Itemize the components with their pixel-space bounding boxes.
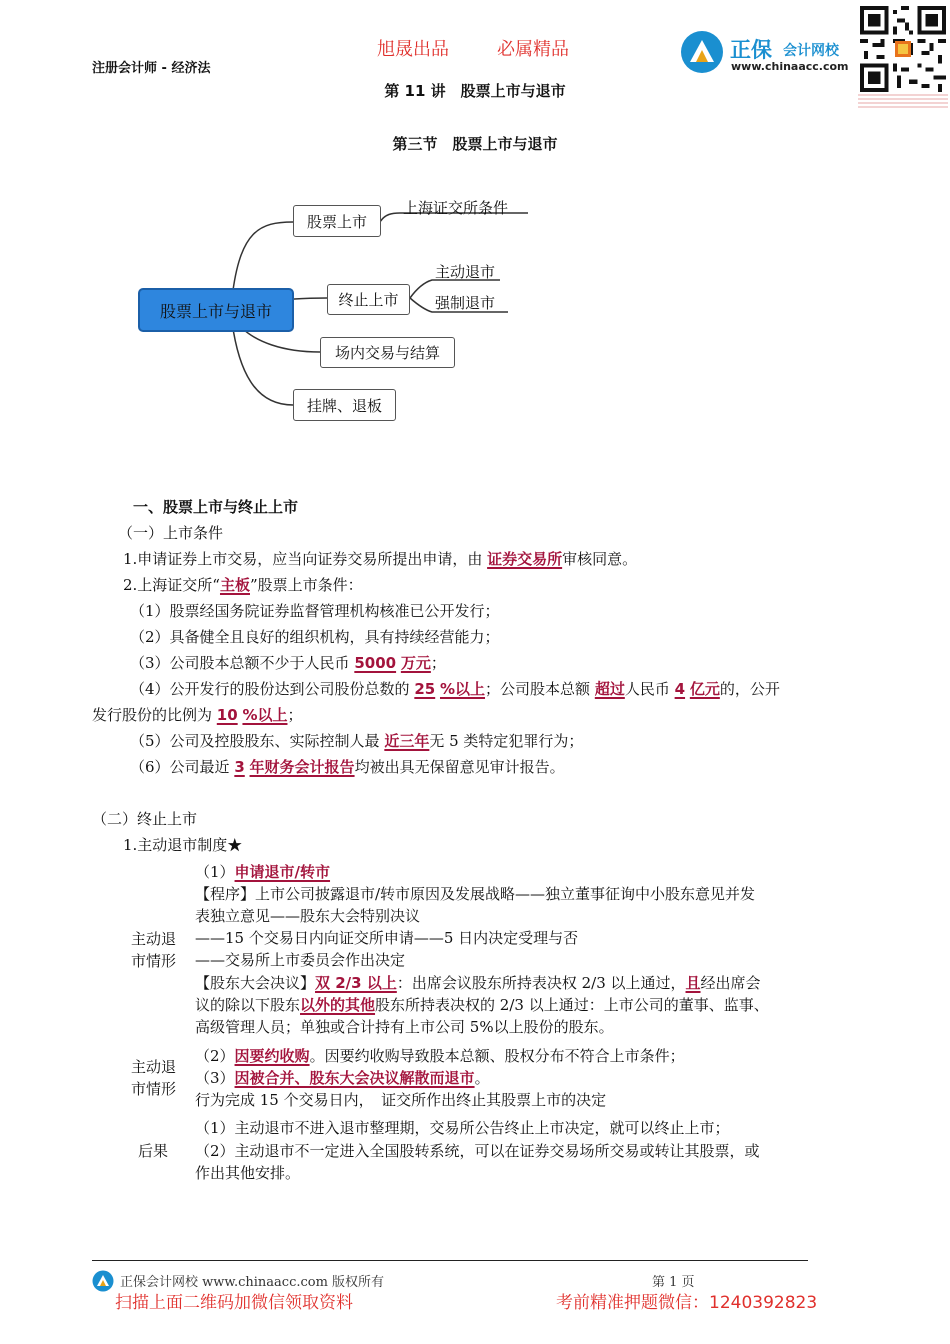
mindmap-node-board: 挂牌、退板 bbox=[293, 389, 396, 421]
side-label-active-1: 主动退 市情形 bbox=[131, 930, 177, 970]
cond-4: （4）公开发行的股份达到公司股份总数的 25 %以上；公司股本总额 超过人民币 4 亿元的，公开 bbox=[130, 680, 780, 698]
mindmap-node-listing: 股票上市 bbox=[293, 205, 381, 237]
mindmap-leaf-active: 主动退市 bbox=[435, 263, 496, 281]
logo-url: www.chinaacc.com bbox=[731, 60, 849, 73]
brand-left-label: 旭晟出品 bbox=[377, 39, 449, 60]
case1-procedure-3: ——15 个交易日内向证交所申请——5 日内决定受理与否 bbox=[195, 929, 579, 947]
mindmap-leaf-shanghai: 上海证交所条件 bbox=[403, 199, 509, 217]
case2-line: （2）因要约收购。因要约收购导致股本总额、股权分布不符合上市条件； bbox=[195, 1047, 685, 1065]
case3-line: （3）因被合并、股东大会决议解散而退市。 bbox=[195, 1069, 490, 1087]
footer-page-number: 第 1 页 bbox=[652, 1275, 695, 1290]
cond-5: （5）公司及控股股东、实际控制人最 近三年无 5 类特定犯罪行为； bbox=[130, 732, 584, 750]
lecture-title: 第 11 讲 股票上市与退市 bbox=[384, 82, 566, 100]
cond-2: （2）具备健全且良好的组织机构，具有持续经营能力； bbox=[130, 628, 500, 646]
case1-resolution-2: 议的除以下股东以外的其他股东所持表决权的 2/3 以上通过：上市公司的董事、监事、 bbox=[195, 996, 769, 1014]
logo-sub: 会计网校 bbox=[783, 43, 839, 59]
footer-logo-icon bbox=[92, 1270, 114, 1292]
section-title: 第三节 股票上市与退市 bbox=[392, 135, 558, 153]
part1-line1: 1.申请证券上市交易，应当向证券交易所提出申请，由 证券交易所审核同意。 bbox=[123, 550, 638, 568]
footer-divider bbox=[92, 1260, 808, 1261]
part2-sub2: （二）终止上市 bbox=[92, 810, 198, 828]
mindmap-leaf-forced: 强制退市 bbox=[435, 294, 496, 312]
cond-3: （3）公司股本总额不少于人民币 5000 万元； bbox=[130, 654, 446, 672]
mindmap-connectors bbox=[0, 0, 950, 450]
connector-listing bbox=[232, 222, 293, 298]
case1-procedure-1: 【程序】上市公司披露退市/转市原因及发展战略——独立董事征询中小股东意见并发 bbox=[195, 885, 756, 903]
case3-note: 行为完成 15 个交易日内， 证交所作出终止其股票上市的决定 bbox=[195, 1091, 607, 1109]
case1-procedure-2: 表独立意见——股东大会特别决议 bbox=[195, 907, 421, 925]
consequence-1: （1）主动退市不进入退市整理期，交易所公告终止上市决定，就可以终止上市； bbox=[195, 1119, 730, 1137]
logo-name: 正保 bbox=[730, 38, 772, 62]
side-label-consequence: 后果 bbox=[138, 1142, 169, 1160]
side-label-active-2: 主动退 市情形 bbox=[131, 1058, 177, 1098]
brand-right-label: 必属精品 bbox=[497, 39, 569, 60]
part1-heading: 一、股票上市与终止上市 bbox=[133, 498, 299, 516]
mindmap-root-node: 股票上市与退市 bbox=[138, 288, 294, 332]
cond-6: （6）公司最近 3 年财务会计报告均被出具无保留意见审计报告。 bbox=[130, 758, 565, 776]
connector-board bbox=[232, 322, 293, 405]
case1-title: （1）申请退市/转市 bbox=[195, 863, 331, 881]
consequence-3: 作出其他安排。 bbox=[195, 1164, 301, 1182]
cond-4-cont: 发行股份的比例为 10 %以上； bbox=[92, 706, 303, 724]
cond-1: （1）股票经国务院证券监督管理机构核准已公开发行； bbox=[130, 602, 500, 620]
subject-label: 注册会计师 - 经济法 bbox=[92, 61, 211, 76]
case1-procedure-4: ——交易所上市委员会作出决定 bbox=[195, 951, 406, 969]
footer-promo-left: 扫描上面二维码加微信领取资料 bbox=[115, 1293, 353, 1313]
consequence-2: （2）主动退市不一定进入全国股转系统，可以在证券交易场所交易或转让其股票，或 bbox=[195, 1142, 760, 1160]
footer-promo-right: 考前精准押题微信：1240392823 bbox=[556, 1293, 818, 1313]
case1-resolution-3: 高级管理人员；单独或合计持有上市公司 5%以上股份的股东。 bbox=[195, 1018, 614, 1036]
mindmap-node-delisting: 终止上市 bbox=[327, 284, 410, 315]
part1-sub1: （一）上市条件 bbox=[118, 524, 224, 542]
footer-copyright: 正保会计网校 www.chinaacc.com 版权所有 bbox=[120, 1275, 385, 1290]
case1-resolution-1: 【股东大会决议】双 2/3 以上：出席会议股东所持表决权 2/3 以上通过，且经出席会 bbox=[195, 974, 761, 992]
part1-line2: 2.上海证交所“主板”股票上市条件： bbox=[123, 576, 363, 594]
mindmap-node-trading: 场内交易与结算 bbox=[320, 337, 455, 368]
part2-item1: 1.主动退市制度★ bbox=[123, 836, 243, 854]
